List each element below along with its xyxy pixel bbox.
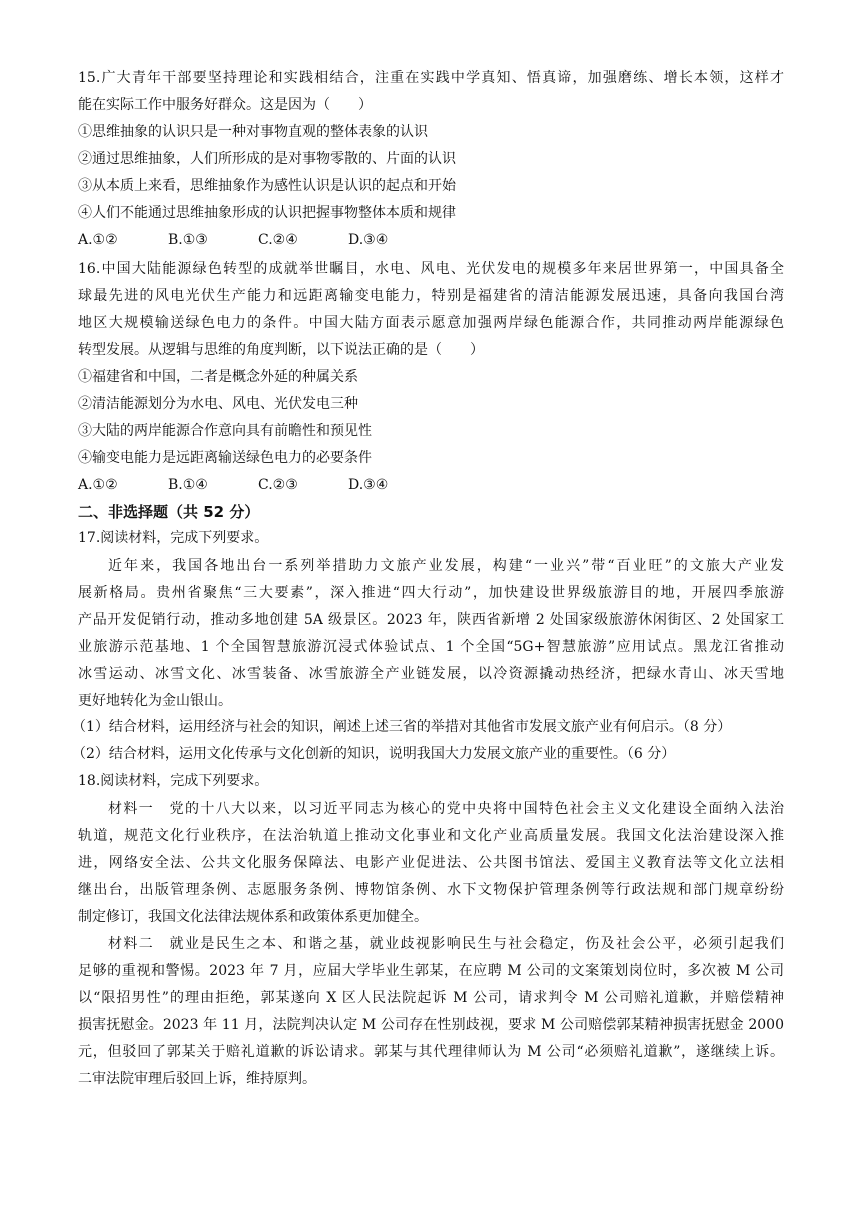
q18-material2-line-3: 以“限招男性”的理由拒绝，郭某遂向 X 区人民法院起诉 M 公司，请求判令 M 公司赔礼道歉，并赔偿精神 [78, 990, 784, 1006]
q15-stem-line-2: 能在实际工作中服务好群众。这是因为（ ） [78, 97, 372, 113]
q18-material1-line-1: 材料一 党的十八大以来，以习近平同志为核心的党中央将中国特色社会主义文化建设全面纳入法治 [108, 801, 784, 817]
q18-material2-line-4: 损害抚慰金。2023 年 11 月，法院判决认定 M 公司存在性别歧视，要求 M 公司赔偿郭某精神损害抚慰金 2000 [78, 1017, 784, 1033]
q15-option-b[interactable]: B.①③ [168, 232, 208, 248]
q17-intro: 17.阅读材料，完成下列要求。 [78, 530, 269, 546]
q15-item-2: ②通过思维抽象，人们所形成的是对事物零散的、片面的认识 [78, 151, 456, 167]
q15-option-d[interactable]: D.③④ [348, 232, 389, 248]
q18-intro: 18.阅读材料，完成下列要求。 [78, 773, 269, 789]
q16-stem-line-1: 16.中国大陆能源绿色转型的成就举世瞩目，水电、风电、光伏发电的规模多年来居世界第一，中国具备全 [78, 261, 784, 277]
q18-material2-line-1: 材料二 就业是民生之本、和谐之基，就业歧视影响民生与社会稳定，伤及社会公平，必须引起我们 [108, 936, 784, 952]
q18-material1-line-4: 继出台，出版管理条例、志愿服务条例、博物馆条例、水下文物保护管理条例等行政法规和部门规章纷纷 [78, 882, 784, 898]
q16-stem-line-4: 转型发展。从逻辑与思维的角度判断，以下说法正确的是（ ） [78, 342, 484, 358]
q15-item-3: ③从本质上来看，思维抽象作为感性认识是认识的起点和开始 [78, 178, 456, 194]
q16-option-d[interactable]: D.③④ [348, 477, 389, 493]
q17-material-line-2: 展新格局。贵州省聚焦“三大要素”，深入推进“四大行动”，加快建设世界级旅游目的地，开展四季旅游 [78, 585, 784, 601]
q18-material1-line-5: 制定修订，我国文化法律法规体系和政策体系更加健全。 [78, 909, 428, 925]
q18-material2-line-5: 元，但驳回了郭某关于赔礼道歉的诉讼请求。郭某与其代理律师认为 M 公司“必须赔礼道歉”，遂继续上诉。 [78, 1044, 784, 1060]
q16-option-b[interactable]: B.①④ [168, 477, 208, 493]
q16-option-a[interactable]: A.①② [78, 477, 118, 493]
q17-material-line-5: 冰雪运动、冰雪文化、冰雪装备、冰雪旅游全产业链发展，以冷资源撬动热经济，把绿水青山、冰天雪地 [78, 666, 784, 682]
q16-item-3: ③大陆的两岸能源合作意向具有前瞻性和预见性 [78, 423, 372, 439]
q17-material-line-4: 业旅游示范基地、1 个全国智慧旅游沉浸式体验试点、1 个全国“5G+智慧旅游”应用试点。黑龙江省推动 [78, 639, 784, 655]
q16-item-1: ①福建省和中国，二者是概念外延的种属关系 [78, 369, 358, 385]
q15-item-1: ①思维抽象的认识只是一种对事物直观的整体表象的认识 [78, 124, 428, 140]
q16-option-c[interactable]: C.②③ [258, 477, 298, 493]
q16-options [78, 474, 438, 496]
q17-sub-question-1: （1）结合材料，运用经济与社会的知识，阐述上述三省的举措对其他省市发展文旅产业有何启示。（8 分） [72, 719, 732, 735]
section-2-title: 二、非选择题（共 52 分） [78, 503, 260, 521]
q16-item-4: ④输变电能力是远距离输送绿色电力的必要条件 [78, 450, 372, 466]
q18-material2-line-2: 足够的重视和警惕。2023 年 7 月，应届大学毕业生郭某，在应聘 M 公司的文案策划岗位时，多次被 M 公司 [78, 963, 784, 979]
q17-material-line-6: 更好地转化为金山银山。 [78, 693, 232, 709]
q17-material-line-1: 近年来，我国各地出台一系列举措助力文旅产业发展，构建“一业兴”带“百业旺”的文旅大产业发 [108, 558, 784, 574]
q15-options [78, 229, 438, 251]
q15-option-a[interactable]: A.①② [78, 232, 118, 248]
q18-material1-line-3: 进，网络安全法、公共文化服务保障法、电影产业促进法、公共图书馆法、爱国主义教育法等文化立法相 [78, 855, 784, 871]
q17-sub-question-2: （2）结合材料，运用文化传承与文化创新的知识，说明我国大力发展文旅产业的重要性。（6 分） [72, 746, 676, 762]
q15-option-c[interactable]: C.②④ [258, 232, 298, 248]
q15-stem-line-1: 15.广大青年干部要坚持理论和实践相结合，注重在实践中学真知、悟真谛，加强磨练、增长本领，这样才 [78, 70, 784, 86]
q18-material1-line-2: 轨道，规范文化行业秩序，在法治轨道上推动文化事业和文化产业高质量发展。我国文化法治建设深入推 [78, 828, 784, 844]
q16-item-2: ②清洁能源划分为水电、风电、光伏发电三种 [78, 396, 358, 412]
q16-stem-line-3: 地区大规模输送绿色电力的条件。中国大陆方面表示愿意加强两岸绿色能源合作，共同推动两岸能源绿色 [78, 315, 784, 331]
q15-item-4: ④人们不能通过思维抽象形成的认识把握事物整体本质和规律 [78, 205, 456, 221]
q18-material2-line-6: 二审法院审理后驳回上诉，维持原判。 [78, 1071, 316, 1087]
q17-material-line-3: 产品开发促销行动，推动多地创建 5A 级景区。2023 年，陕西省新增 2 处国家级旅游休闲街区、2 处国家工 [78, 612, 784, 628]
q16-stem-line-2: 球最先进的风电光伏生产能力和远距离输变电能力，特别是福建省的清洁能源发展迅速，具备向我国台湾 [78, 288, 784, 304]
